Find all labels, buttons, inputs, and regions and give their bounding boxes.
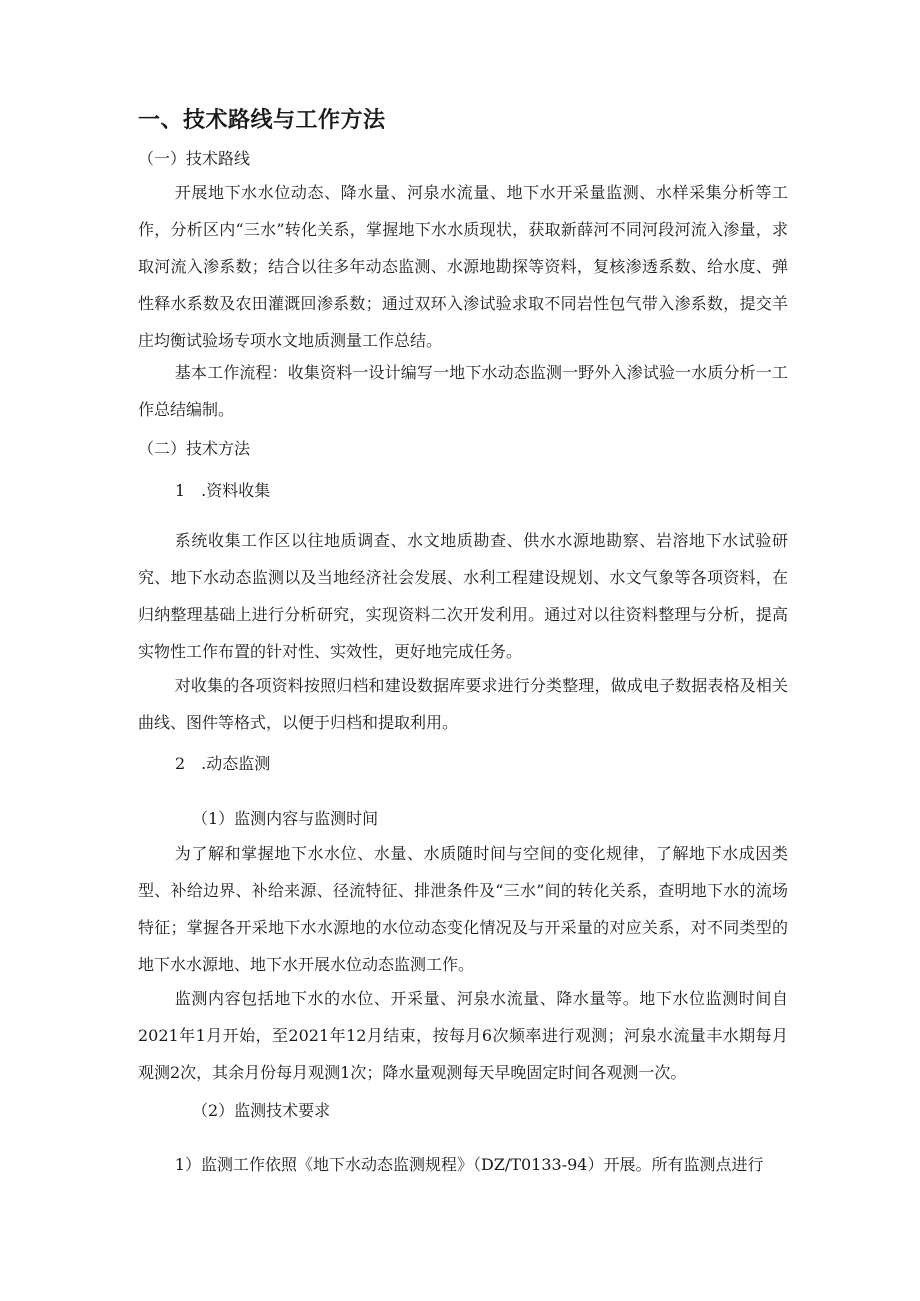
paragraph-monitoring-purpose: 为了解和掌握地下水水位、水量、水质随时间与空间的变化规律，了解地下水成因类型、补给边界、补给来源、径流特征、排泄条件及“三水”间的转化关系，查明地下水的流场特征；掌握各开采地下水水源地的水位动态变化情况及与开采量的对应关系，对不同类型的地下水水源地、地下水开展水位动态监测工作。 [138, 844, 788, 974]
paragraph-monitoring-content: 监测内容包括地下水的水位、开采量、河泉水流量、降水量等。地下水位监测时间自2021年1月开始，至2021年12月结束，按每月6次频率进行观测；河泉水流量丰水期每月观测2次，其余月份每月观测1次；降水量观测每天早晚固定时间各观测一次。 [138, 989, 788, 1082]
subsection-title-methods: （二）技术方法 [138, 439, 251, 458]
section-title: 一、技术路线与工作方法 [138, 108, 386, 133]
paragraph-route-description: 开展地下水水位动态、降水量、河泉水流量、地下水开采量监测、水样采集分析等工作，分析区内“三水”转化关系，掌握地下水水质现状，获取新薛河不同河段河流入渗量，求取河流入渗系数；结合以往多年动态监测、水源地勘探等资料，复核渗透系数、给水度、弹性释水系数及农田灌溉回渗系数；通过双环入渗试验求取不同岩性包气带入渗系数，提交羊庄均衡试验场专项水文地质测量工作总结。 [138, 183, 788, 350]
subitem-title-monitoring-content: （1）监测内容与监测时间 [192, 809, 379, 828]
paragraph-workflow: 基本工作流程：收集资料一设计编写一地下水动态监测一野外入渗试验一水质分析一工作总结编制。 [138, 363, 788, 419]
paragraph-data-organization: 对收集的各项资料按照归档和建设数据库要求进行分类整理，做成电子数据表格及相关曲线、图件等格式，以便于归档和提取利用。 [138, 676, 788, 732]
item-title-dynamic-monitoring: 2 .动态监测 [175, 754, 271, 773]
paragraph-data-collection: 系统收集工作区以往地质调查、水文地质勘查、供水水源地勘察、岩溶地下水试验研究、地下水动态监测以及当地经济社会发展、水利工程建设规划、水文气象等各项资料，在归纳整理基础上进行分析研究，实现资料二次开发利用。通过对以往资料整理与分析，提高实物性工作布置的针对性、实效性，更好地完成任务。 [138, 531, 788, 661]
subsection-title-route: （一）技术路线 [138, 149, 251, 168]
subitem-title-technical-requirements: （2）监测技术要求 [192, 1101, 331, 1120]
paragraph-requirement-1: 1）监测工作依照《地下水动态监测规程》（DZ/T0133-94）开展。所有监测点进行 [174, 1155, 764, 1174]
item-title-data-collection: 1 .资料收集 [175, 481, 271, 500]
